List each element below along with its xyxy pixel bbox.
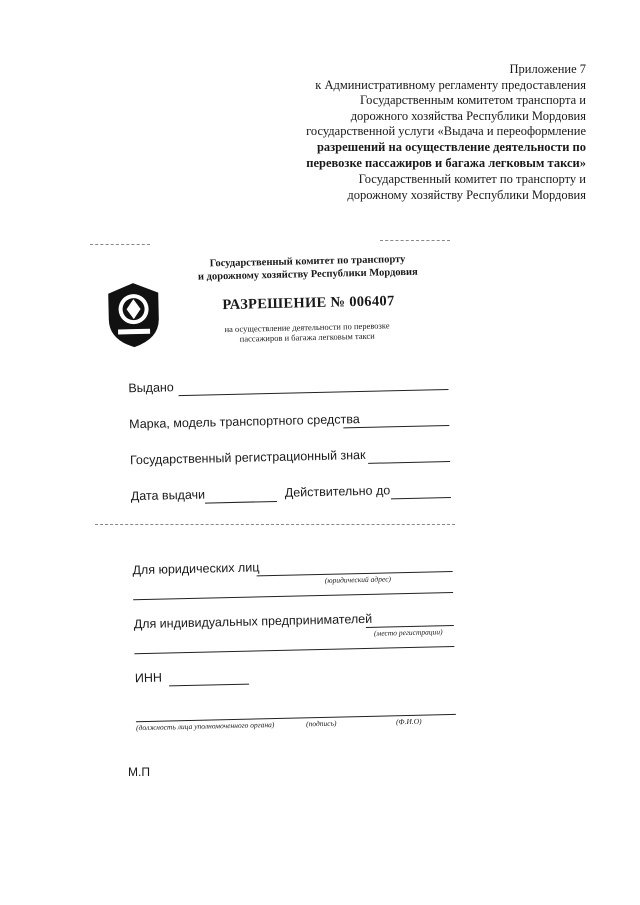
registration-place-field-2[interactable]	[134, 646, 454, 654]
committee-line: Государственный комитет по транспорту и	[358, 172, 586, 186]
permit-title: РАЗРЕШЕНИЕ № 006407	[222, 293, 395, 314]
reg-plate-field[interactable]	[368, 461, 450, 464]
appendix-line: перевозке пассажиров и багажа легковым такси»	[306, 155, 586, 170]
inn-label: ИНН	[134, 670, 163, 686]
form-title-line: Государственный комитет по транспорту	[209, 253, 406, 270]
permit-form	[95, 232, 467, 780]
reg-plate-label: Государственный регистрационный знак	[129, 447, 366, 468]
issue-date-label: Дата выдачи	[130, 487, 206, 504]
stamp-place-label: М.П	[128, 765, 150, 779]
coat-of-arms-icon	[102, 278, 166, 351]
form-title	[187, 252, 428, 283]
appendix-line: государственной услуги «Выдача и переоформление	[306, 124, 586, 139]
permit-subtitle-line: пассажиров и багажа легковым такси	[239, 330, 375, 344]
valid-until-label: Действительно до	[284, 483, 391, 500]
legal-address-hint: (юридический адрес)	[324, 574, 392, 585]
issued-to-field[interactable]	[179, 389, 449, 396]
inn-field[interactable]	[169, 684, 249, 687]
vehicle-label: Марка, модель транспортного средства	[129, 412, 360, 432]
appendix-line: разрешений на осуществление деятельности по	[316, 139, 586, 154]
entrepreneurs-label: Для индивидуальных предпринимателей	[133, 611, 373, 632]
permit-subtitle	[182, 319, 432, 345]
position-hint: (должность лица уполномоченного органа)	[135, 720, 275, 733]
issued-to-label: Выдано	[128, 380, 174, 396]
committee-header	[166, 172, 586, 203]
issue-date-field[interactable]	[205, 501, 277, 504]
committee-line: дорожному хозяйству Республики Мордовия	[347, 187, 586, 202]
appendix-header	[166, 62, 586, 171]
appendix-line: к Административному регламенту предоставления	[315, 77, 586, 92]
appendix-line: дорожного хозяйства Республики Мордовия	[350, 108, 586, 123]
appendix-line: Приложение 7	[509, 62, 586, 76]
form-title-line: и дорожному хозяйству Республики Мордовия	[197, 266, 418, 283]
name-hint: (Ф.И.О)	[395, 716, 422, 727]
valid-until-field[interactable]	[391, 497, 451, 499]
appendix-line: Государственным комитетом транспорта и	[360, 93, 586, 108]
signature-hint: (подпись)	[305, 718, 337, 729]
legal-address-field-2[interactable]	[133, 592, 453, 600]
permit-subtitle-line: на осуществление деятельности по перевозке	[224, 320, 390, 335]
legal-entities-label: Для юридических лиц	[132, 560, 260, 578]
registration-place-hint: (место регистрации)	[373, 627, 443, 638]
